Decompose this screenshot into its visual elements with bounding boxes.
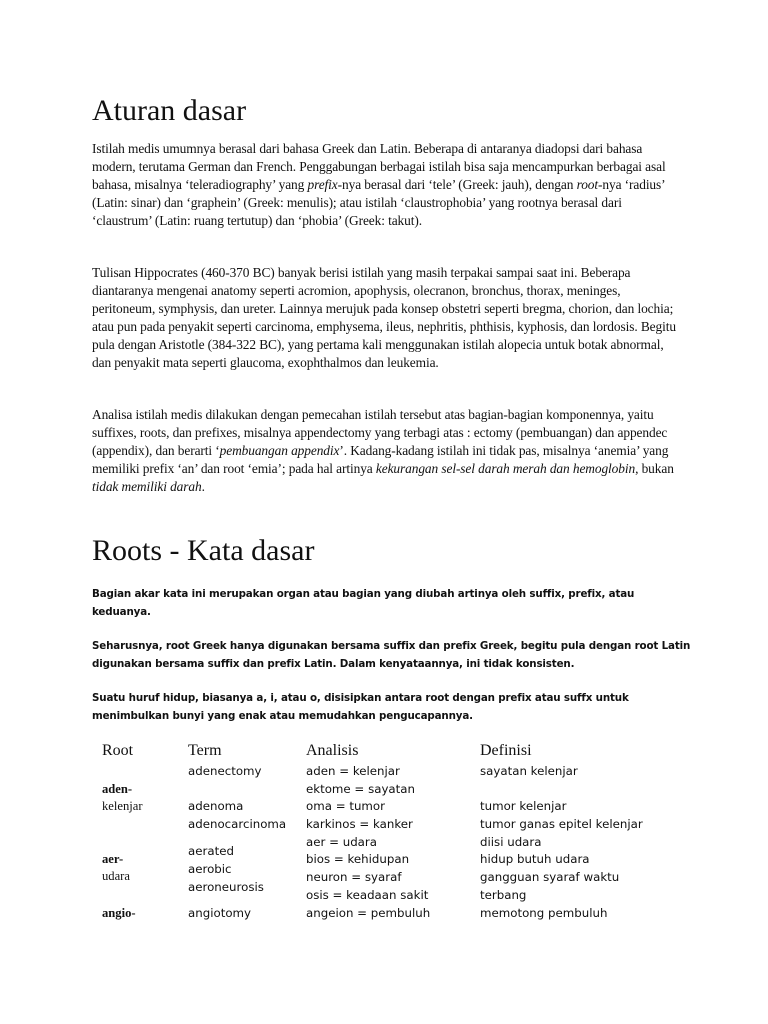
root-angio: angio- [102, 906, 136, 920]
definition-diisi-udara: diisi udara [480, 835, 542, 849]
text-run: -nya ‘radius’ (Latin: sinar) dan ‘graphein’ (Greek: menulis); atau istilah ‘claustrophobia’ yang rootnya berasal dari ‘claustrum’ (Latin: ruang tertutup) dan ‘phobia’ (Greek: takut). [92, 177, 665, 229]
text-run: -nya berasal dari ‘tele’ (Greek: jauh), dengan [337, 177, 577, 193]
definition-tumor-ganas: tumor ganas epitel kelenjar [480, 817, 643, 831]
definition-hidup-butuh-udara: hidup butuh udara [480, 852, 590, 866]
paragraph-hippocrates: Tulisan Hippocrates (460-370 BC) banyak berisi istilah yang masih terpakai sampai saat ini. Beberapa diantaranya mengenai anatomy seperti acromion, apophysis, olecranon, bronchus, thorax, meninges, peritoneum, symphysis, dan ureter. Lainnya merujuk pada konsep obstetri seperti bregma, chorion, dan lochia; atau pun pada penyakit seperti carcinoma, emphysema, ileus, nephritis, phthisis, kyphosis, dan lordosis. Begitu pula dengan Aristotle (384-322 BC), yang pertama kali menggunakan istilah alopecia untuk botak abnormal, dan penyakit mata seperti glaucoma, exophthalmos dan leukemia. [92, 265, 676, 371]
emphasis-text: pembuangan appendix [219, 443, 340, 459]
definition-terbang: terbang [480, 888, 527, 902]
root-aden-meaning: kelenjar [102, 799, 143, 813]
section-title-aturan-dasar: Aturan dasar [92, 94, 247, 127]
paragraph-istilah-medis [92, 140, 682, 230]
definition-sayatan-kelenjar: sayatan kelenjar [480, 764, 578, 778]
analysis-osis: osis = keadaan sakit [306, 888, 429, 902]
analysis-neuron: neuron = syaraf [306, 870, 402, 884]
paragraph-seharusnya: Seharusnya, root Greek hanya digunakan bersama suffix dan prefix Greek, begitu pula dengan root Latin digunakan bersama suffix dan prefix Latin. Dalam kenyataannya, ini tidak konsisten. [92, 640, 691, 670]
table-header-term: Term [188, 742, 222, 759]
text-run: , bukan [635, 461, 674, 477]
term-adenectomy: adenectomy [188, 764, 262, 778]
paragraph-huruf-hidup: Suatu huruf hidup, biasanya a, i, atau o, disisipkan antara root dengan prefix atau suffx untuk menimbulkan bunyi yang enak atau memudahkan pengucapannya. [92, 692, 629, 722]
term-aeroneurosis: aeroneurosis [188, 880, 264, 894]
section-title-roots: Roots - Kata dasar [92, 534, 315, 567]
analysis-aer: aer = udara [306, 835, 377, 849]
analysis-angeion: angeion = pembuluh [306, 906, 431, 920]
term-aerated: aerated [188, 844, 234, 858]
text-run: . [201, 479, 205, 495]
emphasis-prefix: prefix [307, 177, 338, 193]
definition-tumor-kelenjar: tumor kelenjar [480, 799, 567, 813]
term-adenocarcinoma: adenocarcinoma [188, 817, 287, 831]
term-angiotomy: angiotomy [188, 906, 252, 920]
root-aden: aden- [102, 782, 133, 796]
paragraph-bagian-akar: Bagian akar kata ini merupakan organ atau bagian yang diubah artinya oleh suffix, prefix, atau keduanya. [92, 588, 635, 618]
root-aer: aer- [102, 852, 124, 866]
analysis-oma: oma = tumor [306, 799, 385, 813]
term-aerobic: aerobic [188, 862, 232, 876]
emphasis-text: kekurangan sel-sel darah merah dan hemoglobin [375, 461, 636, 477]
table-header-analisis: Analisis [306, 742, 359, 759]
table-header-root: Root [102, 742, 134, 759]
root-aer-meaning: udara [102, 869, 130, 883]
text-run: Analisa istilah medis dilakukan dengan pemecahan istilah tersebut atas bagian-bagian komponennya, yaitu suffixes, roots, dan prefixes, misalnya appendectomy yang terbagi atas : ectomy (pembuangan) dan appendec (appendix), dan berarti ‘ [92, 407, 668, 459]
text-run: Istilah medis umumnya berasal dari bahasa Greek dan Latin. Beberapa di antaranya diadopsi dari bahasa modern, terutama German dan French. Penggabungan berbagai istilah bisa saja mencampurkan berbagai asal bahasa, misalnya ‘teleradiography’ yang [92, 141, 666, 193]
text-run: ’. Kadang-kadang istilah ini tidak pas, misalnya ‘anemia’ yang memiliki prefix ‘an’ dan root ‘emia’; pada hal artinya [92, 443, 669, 477]
definition-memotong-pembuluh: memotong pembuluh [480, 906, 608, 920]
analysis-aden: aden = kelenjar [306, 764, 400, 778]
table-header-definisi: Definisi [480, 742, 532, 759]
analysis-karkinos: karkinos = kanker [306, 817, 413, 831]
analysis-bios: bios = kehidupan [306, 852, 410, 866]
emphasis-text: tidak memiliki darah [92, 479, 202, 495]
emphasis-root: root [576, 177, 599, 193]
paragraph-analisa [92, 406, 682, 496]
term-adenoma: adenoma [188, 799, 244, 813]
definition-gangguan-syaraf: gangguan syaraf waktu [480, 870, 620, 884]
analysis-ektome: ektome = sayatan [306, 782, 415, 796]
